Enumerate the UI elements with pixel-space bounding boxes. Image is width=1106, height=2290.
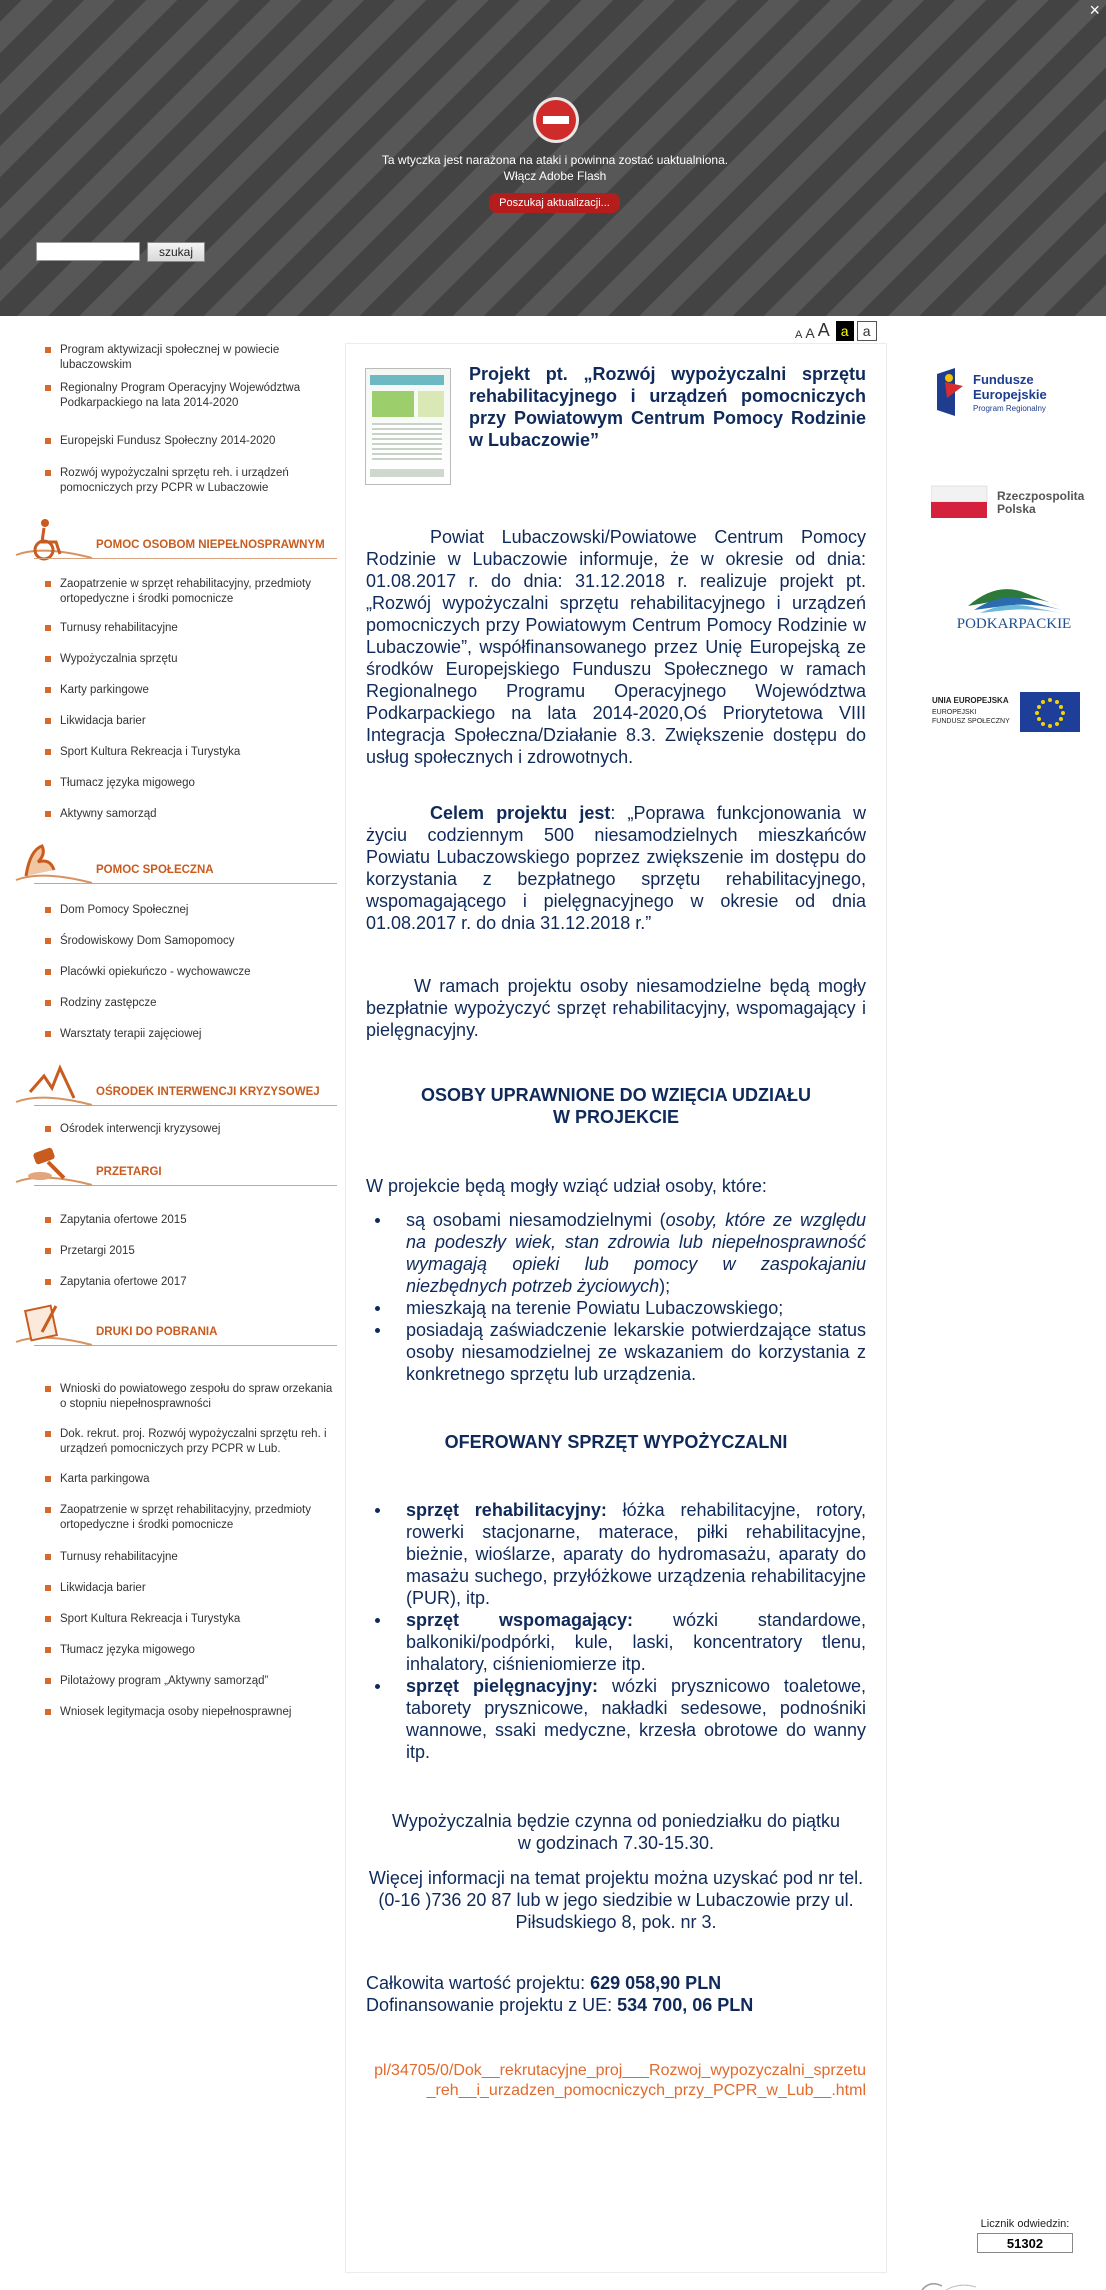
sidebar-item-oik[interactable]: Ośrodek interwencji kryzysowej — [45, 1122, 335, 1137]
sidebar-item-likwidacja-barier[interactable]: Likwidacja barier — [45, 714, 335, 729]
list-item: sprzęt wspomagający: wózki standardowe, balkoniki/podpórki, kule, laski, koncentratory tlenu, inhalatory, ciśnieniomierze itp. — [383, 1609, 866, 1675]
sidebar-item-aktywny-samorzad[interactable]: Aktywny samorząd — [45, 807, 335, 822]
sidebar-item-tlumacz-druk[interactable]: Tłumacz języka migowego — [45, 1643, 335, 1658]
flash-message-line2[interactable]: Włącz Adobe Flash — [503, 169, 607, 183]
font-size-small[interactable]: A — [795, 329, 803, 341]
svg-text:Europejskie: Europejskie — [973, 387, 1047, 402]
svg-text:Polska: Polska — [997, 502, 1036, 516]
sidebar-item-rpo[interactable]: Regionalny Program Operacyjny Województwa Podkarpackiego na lata 2014-2020 — [45, 381, 335, 411]
flash-message — [340, 152, 770, 184]
list-item: są osobami niesamodzielnymi (osoby, które ze względu na podeszły wiek, stan zdrowia lub niepełnosprawność wymagają opieki lub pomocy w zaspokajaniu niezbędnych potrzeb życiowych); — [383, 1209, 866, 1297]
goal-paragraph: Celem projektu jest: „Poprawa funkcjonowania w życiu codziennym 500 niesamodzielnych mieszkańców Powiatu Lubaczowskiego poprzez zwiększenie im dostępu do korzystania z bezpłatnego sprzętu rehabilitacyjnego, wspomagającego i pielęgnacyjnego w okresie od dnia 01.08.2017 r. do dnia 31.12.2018 r.” — [366, 803, 867, 933]
eligible-heading: OSOBY UPRAWNIONE DO WZIĘCIA UDZIAŁU W PROJEKCIE — [420, 1085, 811, 1127]
svg-text:Rzeczpospolita: Rzeczpospolita — [997, 489, 1085, 503]
hands-icon — [12, 840, 94, 888]
sidebar-item-karta-parkingowa[interactable]: Karta parkingowa — [45, 1472, 335, 1487]
section-pomoc-spoleczna — [12, 840, 337, 888]
sidebar-item-przetargi-2015[interactable]: Przetargi 2015 — [45, 1244, 335, 1259]
search-button[interactable]: szukaj — [147, 242, 205, 262]
section-title: DRUKI DO POBRANIA — [96, 1326, 218, 1338]
section-title: POMOC SPOŁECZNA — [96, 864, 214, 876]
scope-paragraph: W ramach projektu osoby niesamodzielne będą mogły bezpłatnie wypożyczyć sprzęt rehabilitacyjny, wspomagający i pielęgnacyjny. — [366, 976, 866, 1040]
podkarpackie-logo[interactable] — [938, 576, 1090, 632]
list-item: posiadają zaświadczenie lekarskie potwierdzające status osoby niesamodzielnej ze wskazaniem do korzystania z konkretnego sprzętu lub urządzenia. — [383, 1319, 866, 1385]
list-item: sprzęt pielęgnacyjny: wózki prysznicowo toaletowe, taborety prysznicowe, nakładki sedesowe, podnośniki wannowe, ssaki medyczne, krzesła obrotowe do wanny itp. — [383, 1675, 866, 1763]
document-link[interactable]: pl/34705/0/Dok__rekrutacyjne_proj___Rozwoj_wypozyczalni_sprzetu_reh__i_urzadzen_pomocniczych_przy_PCPR_w_Lub__.html — [374, 2062, 866, 2099]
sidebar-item-rodziny-zastepcze[interactable]: Rodziny zastępcze — [45, 996, 335, 1011]
sidebar-item-karty-parkingowe[interactable]: Karty parkingowe — [45, 683, 335, 698]
section-title: OŚRODEK INTERWENCJI KRYZYSOWEJ — [96, 1086, 320, 1098]
list-item: sprzęt rehabilitacyjny: łóżka rehabilitacyjne, rotory, rowerki stacjonarne, materace, piłki rehabilitacyjne, bieżnie, wioślarze, aparaty do hydromasażu, aparaty do masażu suchego, przyłóżkowe urządzenia rehabilitacyjne (PUR), itp. — [383, 1499, 866, 1609]
equipment-heading: OFEROWANY SPRZĘT WYPOŻYCZALNI — [444, 1432, 788, 1452]
project-poster-thumbnail[interactable] — [365, 368, 451, 485]
opening-hours: Wypożyczalnia będzie czynna od poniedziałku do piątku w godzinach 7.30-15.30. — [391, 1811, 841, 1853]
sidebar-item-wypozyczalnia[interactable]: Wypożyczalnia sprzętu — [45, 652, 335, 667]
section-title: PRZETARGI — [96, 1166, 162, 1178]
search-input[interactable] — [36, 242, 140, 261]
page-title: Projekt pt. „Rozwój wypożyczalni sprzętu rehabilitacyjnego i urządzeń pomocniczych przy Powiatowym Centrum Pomocy Rodzinie w Lubaczowie” — [469, 364, 866, 450]
section-osrodek-interwencji — [12, 1062, 337, 1110]
section-pomoc-niepelnosprawnym — [12, 515, 337, 563]
svg-text:FUNDUSZ SPOŁECZNY: FUNDUSZ SPOŁECZNY — [932, 718, 1010, 725]
project-values: Całkowita wartość projektu: 629 058,90 PLN Dofinansowanie projektu z UE: 534 700, 06 PLN — [366, 1973, 754, 2015]
sidebar-item-sds[interactable]: Środowiskowy Dom Samopomocy — [45, 934, 335, 949]
rzeczpospolita-polska-logo[interactable] — [931, 482, 1091, 522]
gavel-icon — [12, 1142, 94, 1190]
sidebar-item-wnioski-orzekanie[interactable]: Wnioski do powiatowego zespołu do spraw orzekania o stopniu niepełnosprawności — [45, 1382, 335, 1412]
sidebar-item-turnusy[interactable]: Turnusy rehabilitacyjne — [45, 621, 335, 636]
sidebar-item-zaopatrzenie[interactable]: Zaopatrzenie w sprzęt rehabilitacyjny, przedmioty ortopedyczne i środki pomocnicze — [45, 577, 335, 607]
svg-text:UNIA EUROPEJSKA: UNIA EUROPEJSKA — [932, 696, 1009, 705]
sidebar-item-tlumacz[interactable]: Tłumacz języka migowego — [45, 776, 335, 791]
sidebar-item-wtz[interactable]: Warsztaty terapii zajęciowej — [45, 1027, 335, 1042]
flash-plugin-banner — [0, 0, 1106, 316]
section-przetargi — [12, 1142, 337, 1190]
sidebar-item-zaopatrzenie-druk[interactable]: Zaopatrzenie w sprzęt rehabilitacyjny, przedmioty ortopedyczne i środki pomocnicze — [45, 1503, 335, 1533]
svg-text:EUROPEJSKI: EUROPEJSKI — [932, 709, 977, 716]
blocked-plugin-icon — [533, 97, 579, 143]
sidebar-item-aktywizacja[interactable]: Program aktywizacji społecznej w powiecie lubaczowskim — [45, 343, 335, 373]
sidebar-item-sport-druk[interactable]: Sport Kultura Rekreacja i Turystyka — [45, 1612, 335, 1627]
svg-text:Program Regionalny: Program Regionalny — [973, 404, 1046, 413]
sidebar-item-aktywny-samorzad-druk[interactable]: Pilotażowy program „Aktywny samorząd” — [45, 1674, 335, 1689]
intro-paragraph: Powiat Lubaczowski/Powiatowe Centrum Pomocy Rodzinie w Lubaczowie informuje, że w okresie od dnia: 01.08.2017 r. do dnia: 31.12.2018 r. realizuje projekt pt. „Rozwój wypożyczalni sprzętu rehabilitacyjnego i urządzeń pomocniczych przy Powiatowym Centrum Pomocy Rodzinie w Lubaczowie”, współfinansowanego przez Unię Europejską ze środków Europejskiego Funduszu Społecznego w ramach Regionalnego Programu Operacyjnego Województwa Podkarpackiego na lata 2014-2020,Oś Priorytetowa VIII Integracja Społeczna/Działanie 8.3. Zwiększenie dostępu do usług społecznych i zdrowotnych. — [366, 527, 866, 767]
fundusze-europejskie-logo[interactable] — [931, 364, 1089, 420]
sidebar-item-zapytania-2017[interactable]: Zapytania ofertowe 2017 — [45, 1275, 335, 1290]
high-contrast-button[interactable]: a — [836, 321, 854, 341]
sidebar-item-sport[interactable]: Sport Kultura Rekreacja i Turystyka — [45, 745, 335, 760]
normal-contrast-button[interactable]: a — [857, 321, 877, 341]
sidebar-item-efs[interactable]: Europejski Fundusz Społeczny 2014-2020 — [45, 434, 335, 449]
flash-message-line1: Ta wtyczka jest narażona na ataki i powinna zostać uaktualniona. — [381, 153, 729, 167]
list-item: mieszkają na terenie Powiatu Lubaczowskiego; — [383, 1297, 866, 1319]
font-size-medium[interactable]: A — [805, 325, 815, 341]
contact-info: Więcej informacji na temat projektu można uzyskać pod nr tel. (0-16 )736 20 87 lub w jego siedzibie w Lubaczowie przy ul. Piłsudskiego 8, pok. nr 3. — [368, 1868, 864, 1932]
svg-text:PODKARPACKIE: PODKARPACKIE — [956, 616, 1072, 632]
footer-logo — [920, 2278, 1040, 2290]
eligible-intro: W projekcie będą mogły wziąć udział osoby, które: — [366, 1176, 767, 1196]
sidebar-item-dps[interactable]: Dom Pomocy Społecznej — [45, 903, 335, 918]
sidebar-item-zapytania-2015[interactable]: Zapytania ofertowe 2015 — [45, 1213, 335, 1228]
close-icon[interactable]: × — [1089, 0, 1100, 20]
section-title: POMOC OSOBOM NIEPEŁNOSPRAWNYM — [96, 539, 325, 551]
unia-europejska-efs-logo[interactable] — [930, 690, 1082, 734]
sidebar-item-legitymacja[interactable]: Wniosek legitymacja osoby niepełnosprawnej — [45, 1705, 335, 1720]
font-size-switcher — [795, 319, 877, 341]
font-size-large[interactable]: A — [817, 320, 830, 340]
sidebar-item-turnusy-druk[interactable]: Turnusy rehabilitacyjne — [45, 1550, 335, 1565]
sidebar-item-wypozyczalnia-projekt[interactable]: Rozwój wypożyczalni sprzętu reh. i urządzeń pomocniczych przy PCPR w Lubaczowie — [45, 466, 335, 496]
visit-counter-label: Licznik odwiedzin: — [980, 2218, 1070, 2230]
sidebar-item-likwidacja-druk[interactable]: Likwidacja barier — [45, 1581, 335, 1596]
section-druki-do-pobrania — [12, 1302, 337, 1350]
sidebar-item-dok-rekrut[interactable]: Dok. rekrut. proj. Rozwój wypożyczalni sprzętu reh. i urządzeń pomocniczych przy PCPR w Lub. — [45, 1427, 335, 1457]
crisis-chart-icon — [12, 1062, 94, 1110]
svg-text:Fundusze: Fundusze — [973, 372, 1034, 387]
visit-counter-value: 51302 — [977, 2233, 1073, 2253]
wheelchair-icon — [12, 515, 94, 563]
document-pen-icon — [12, 1302, 94, 1350]
sidebar-item-placowki[interactable]: Placówki opiekuńczo - wychowawcze — [45, 965, 335, 980]
flash-update-button[interactable]: Poszukaj aktualizacji... — [489, 193, 620, 213]
